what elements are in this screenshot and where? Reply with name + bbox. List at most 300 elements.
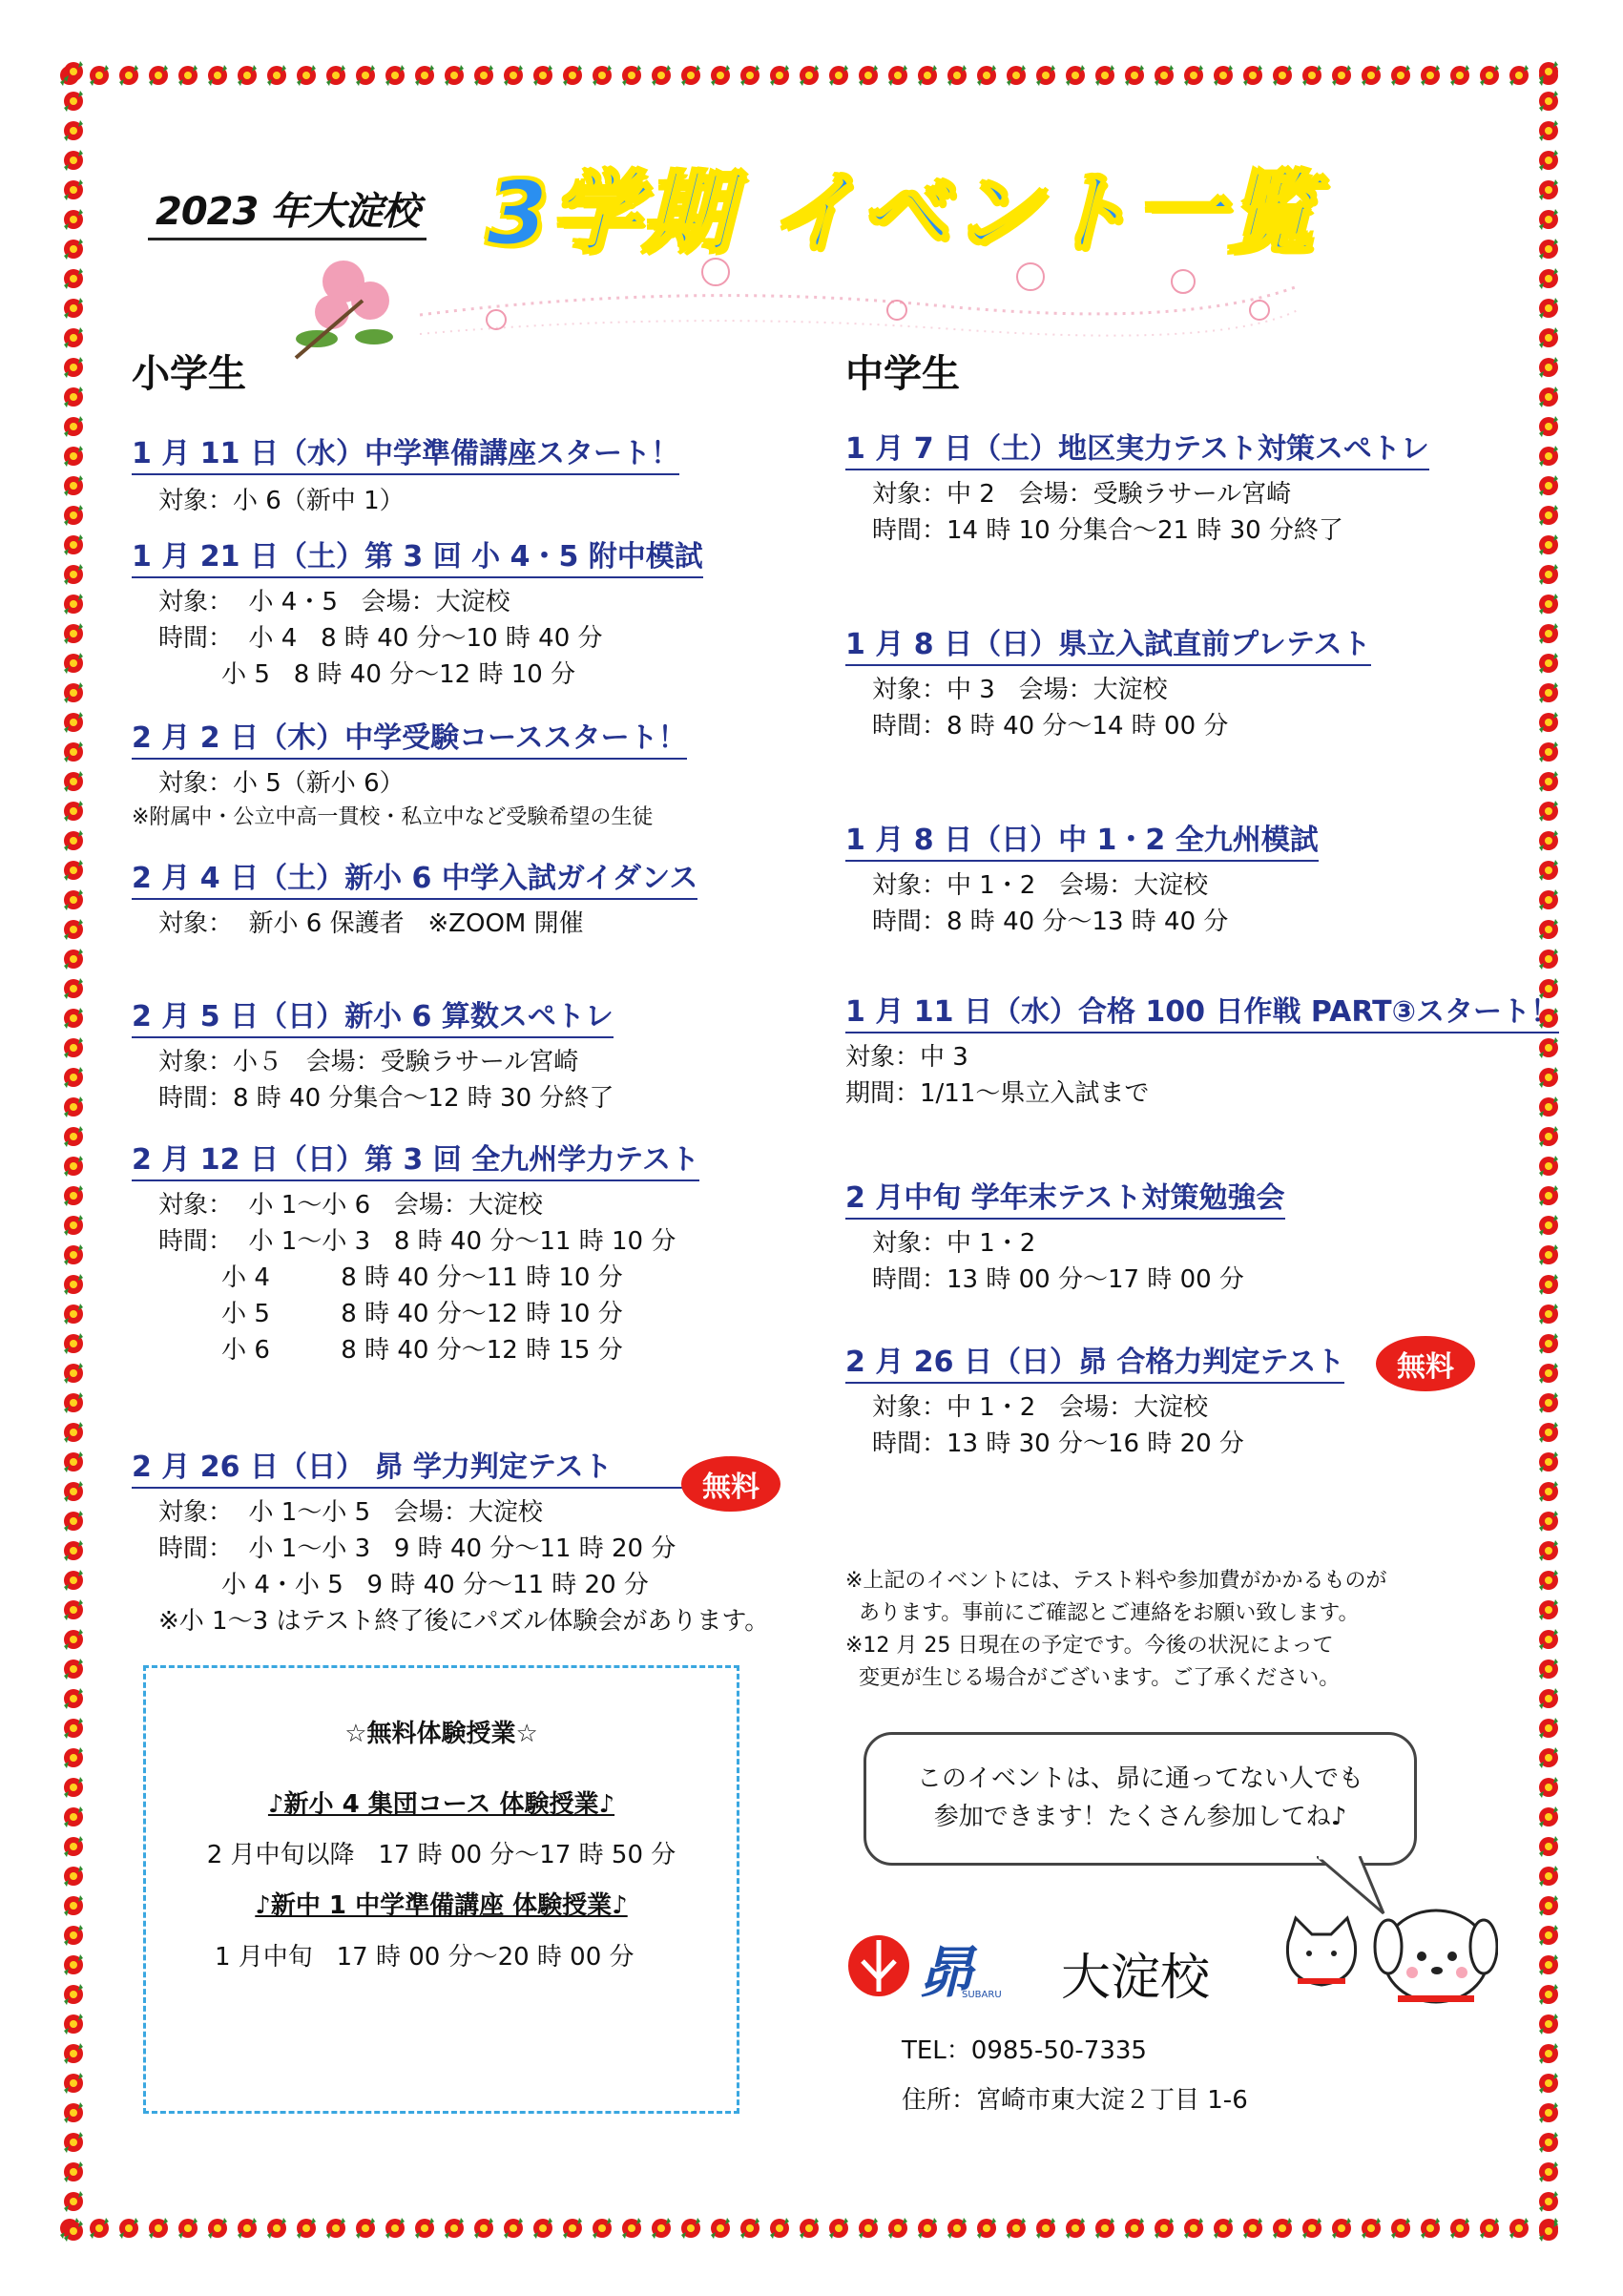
border-flower-icon xyxy=(1536,1124,1561,1149)
border-flower-icon xyxy=(61,592,86,616)
border-flower-icon xyxy=(323,2216,348,2241)
event-title: 2 月 26 日（日） 昴 学力判定テスト xyxy=(132,1443,769,1489)
subaru-logo-icon xyxy=(845,1932,912,1999)
border-flower-icon xyxy=(235,2216,260,2241)
border-flower-icon xyxy=(1536,858,1561,883)
border-flower-icon xyxy=(264,2216,289,2241)
border-flower-icon xyxy=(974,63,999,88)
trial-course-time: 1 月中旬 17 時 00 分〜20 時 00 分 xyxy=(215,1943,635,1972)
border-flower-icon xyxy=(1536,2012,1561,2036)
border-flower-icon xyxy=(61,177,86,202)
border-flower-icon xyxy=(1536,1213,1561,1238)
free-trial-box xyxy=(143,1665,739,2114)
border-flower-icon xyxy=(176,63,200,88)
event-detail: 対象：小 6（新中 1） xyxy=(158,487,405,515)
border-flower-icon xyxy=(1152,2216,1176,2241)
school-year-label: 2023 年大淀校 xyxy=(148,181,427,240)
border-flower-icon xyxy=(1536,2219,1561,2244)
border-flower-icon xyxy=(1388,63,1413,88)
border-flower-icon xyxy=(1004,63,1029,88)
border-flower-icon xyxy=(974,2216,999,2241)
event-item xyxy=(132,714,687,834)
event-title: 1 月 21 日（土）第 3 回 小 4・5 附中模試 xyxy=(132,532,703,578)
event-detail: 時間：8 時 40 分集合〜12 時 30 分終了 xyxy=(158,1084,614,1113)
border-flower-icon xyxy=(1536,237,1561,261)
border-flower-icon xyxy=(61,1124,86,1149)
event-detail: 期間：1/11〜県立入試まで xyxy=(845,1079,1150,1108)
border-flower-icon xyxy=(61,887,86,912)
border-flower-icon xyxy=(61,1065,86,1090)
tel-text: TEL：0985-50-7335 xyxy=(902,2036,1147,2065)
border-flower-icon xyxy=(649,2216,674,2241)
border-flower-icon xyxy=(945,2216,969,2241)
border-flower-icon xyxy=(1300,63,1324,88)
border-flower-icon xyxy=(501,63,526,88)
border-flower-icon xyxy=(1536,2071,1561,2096)
border-flower-icon xyxy=(61,1893,86,1918)
border-flower-icon xyxy=(767,63,792,88)
border-flower-icon xyxy=(61,2012,86,2036)
note-line: 変更が生じる場合がございます。ご了承ください。 xyxy=(845,1666,1341,1690)
border-flower-icon xyxy=(294,63,319,88)
border-flower-icon xyxy=(1536,2041,1561,2066)
border-flower-icon xyxy=(61,1213,86,1238)
event-title: 2 月 12 日（日）第 3 回 全九州学力テスト xyxy=(132,1136,699,1181)
event-item xyxy=(132,429,679,519)
event-item xyxy=(845,425,1429,549)
event-item xyxy=(845,816,1319,940)
border-flower-icon xyxy=(61,1627,86,1652)
border-flower-icon xyxy=(61,621,86,646)
border-flower-icon xyxy=(61,2041,86,2066)
border-flower-icon xyxy=(61,680,86,705)
border-flower-icon xyxy=(708,2216,733,2241)
border-flower-icon xyxy=(61,1657,86,1681)
border-flower-icon xyxy=(61,1450,86,1474)
border-flower-icon xyxy=(61,2100,86,2125)
border-flower-icon xyxy=(531,2216,555,2241)
border-flower-icon xyxy=(885,63,910,88)
border-flower-icon xyxy=(1300,2216,1324,2241)
border-flower-icon xyxy=(61,503,86,528)
border-flower-icon xyxy=(1092,2216,1117,2241)
border-flower-icon xyxy=(1181,63,1206,88)
border-flower-icon xyxy=(61,2130,86,2155)
border-flower-icon xyxy=(1507,63,1531,88)
border-flower-icon xyxy=(1536,1952,1561,1977)
event-detail: 時間：13 時 30 分〜16 時 20 分 xyxy=(872,1430,1244,1458)
flower-border-left xyxy=(57,59,90,2244)
border-flower-icon xyxy=(1536,828,1561,853)
border-flower-icon xyxy=(1536,1568,1561,1593)
border-flower-icon xyxy=(61,355,86,380)
border-flower-icon xyxy=(1063,63,1088,88)
border-flower-icon xyxy=(61,1568,86,1593)
border-flower-icon xyxy=(1418,2216,1443,2241)
border-flower-icon xyxy=(619,63,644,88)
border-flower-icon xyxy=(383,2216,407,2241)
border-flower-icon xyxy=(61,532,86,557)
event-detail: 対象： 小 1〜小 6 会場：大淀校 xyxy=(158,1191,543,1220)
event-detail: 小 4・小 5 9 時 40 分〜11 時 20 分 xyxy=(158,1571,649,1599)
event-title: 1 月 8 日（日）中 1・2 全九州模試 xyxy=(845,816,1319,862)
page-title: 3学期 イベント一覧 xyxy=(487,162,1320,264)
border-flower-icon xyxy=(294,2216,319,2241)
border-flower-icon xyxy=(1536,1716,1561,1741)
border-flower-icon xyxy=(61,1805,86,1829)
border-flower-icon xyxy=(1536,947,1561,971)
border-flower-icon xyxy=(442,63,467,88)
border-flower-icon xyxy=(1536,2130,1561,2155)
border-flower-icon xyxy=(61,858,86,883)
border-flower-icon xyxy=(1536,473,1561,498)
border-flower-icon xyxy=(353,63,378,88)
border-flower-icon xyxy=(1536,59,1561,84)
border-flower-icon xyxy=(1536,2100,1561,2125)
border-flower-icon xyxy=(826,63,851,88)
mascot-cat-dog-icon xyxy=(1279,1904,1498,2018)
border-flower-icon xyxy=(61,1538,86,1563)
border-flower-icon xyxy=(1536,1272,1561,1297)
border-flower-icon xyxy=(797,63,822,88)
border-flower-icon xyxy=(1536,740,1561,764)
border-flower-icon xyxy=(61,325,86,350)
border-flower-icon xyxy=(323,63,348,88)
border-flower-icon xyxy=(61,1331,86,1356)
border-flower-icon xyxy=(1211,2216,1236,2241)
event-item xyxy=(845,620,1371,744)
event-detail: 対象：小 5（新小 6） xyxy=(158,769,405,798)
border-flower-icon xyxy=(61,1952,86,1977)
border-flower-icon xyxy=(1536,266,1561,291)
event-note: ※附属中・公立中高一貫校・私立中など受験希望の生徒 xyxy=(132,805,654,829)
event-item xyxy=(132,532,703,693)
border-flower-icon xyxy=(1536,1745,1561,1770)
border-flower-icon xyxy=(1536,651,1561,676)
border-flower-icon xyxy=(1211,63,1236,88)
border-flower-icon xyxy=(61,976,86,1001)
border-flower-icon xyxy=(1536,325,1561,350)
event-detail: 対象： 小 1〜小 5 会場：大淀校 xyxy=(158,1498,543,1527)
border-flower-icon xyxy=(1536,621,1561,646)
event-item xyxy=(132,1443,769,1639)
border-flower-icon xyxy=(1536,1775,1561,1800)
event-detail: 小 4 8 時 40 分〜11 時 10 分 xyxy=(158,1263,623,1292)
border-flower-icon xyxy=(619,2216,644,2241)
border-flower-icon xyxy=(1536,1657,1561,1681)
border-flower-icon xyxy=(1536,414,1561,439)
event-detail: 小 5 8 時 40 分〜12 時 10 分 xyxy=(158,660,576,689)
border-flower-icon xyxy=(1536,1893,1561,1918)
event-item xyxy=(845,988,1559,1112)
event-detail: 対象：中 2 会場：受験ラサール宮崎 xyxy=(872,480,1292,509)
border-flower-icon xyxy=(1033,63,1058,88)
border-flower-icon xyxy=(1240,2216,1265,2241)
note-line: あります。事前にご確認とご連絡をお願い致します。 xyxy=(845,1601,1360,1625)
border-flower-icon xyxy=(1536,532,1561,557)
border-flower-icon xyxy=(61,2219,86,2244)
free-trial-heading: ☆無料体験授業☆ xyxy=(344,1720,538,1748)
border-flower-icon xyxy=(1240,63,1265,88)
event-detail: 時間： 小 1〜小 3 8 時 40 分〜11 時 10 分 xyxy=(158,1227,676,1256)
border-flower-icon xyxy=(1536,1183,1561,1208)
border-flower-icon xyxy=(738,63,762,88)
junior-high-heading: 中学生 xyxy=(845,352,960,396)
border-flower-icon xyxy=(61,740,86,764)
event-detail: 時間：14 時 10 分集合〜21 時 30 分終了 xyxy=(872,516,1343,545)
border-flower-icon xyxy=(1536,89,1561,114)
border-flower-icon xyxy=(1536,2189,1561,2214)
border-flower-icon xyxy=(1536,1982,1561,2007)
border-flower-icon xyxy=(61,89,86,114)
border-flower-icon xyxy=(678,2216,703,2241)
event-title: 2 月 5 日（日）新小 6 算数スペトレ xyxy=(132,992,614,1038)
border-flower-icon xyxy=(767,2216,792,2241)
event-detail: 時間：8 時 40 分〜13 時 40 分 xyxy=(872,908,1229,936)
border-flower-icon xyxy=(1181,2216,1206,2241)
border-flower-icon xyxy=(61,1834,86,1859)
border-flower-icon xyxy=(1536,118,1561,143)
border-flower-icon xyxy=(708,63,733,88)
border-flower-icon xyxy=(1536,1331,1561,1356)
event-title: 2 月 4 日（土）新小 6 中学入試ガイダンス xyxy=(132,854,697,900)
event-detail: 時間： 小 4 8 時 40 分〜10 時 40 分 xyxy=(158,624,603,653)
sakura-decoration-icon xyxy=(286,243,1317,367)
border-flower-icon xyxy=(61,2071,86,2096)
border-flower-icon xyxy=(1033,2216,1058,2241)
event-detail: 時間： 小 1〜小 3 9 時 40 分〜11 時 20 分 xyxy=(158,1534,676,1563)
notes xyxy=(845,1565,1387,1695)
border-flower-icon xyxy=(590,2216,614,2241)
event-detail: ※小 1〜3 はテスト終了後にパズル体験会があります。 xyxy=(158,1607,770,1636)
event-detail: 時間：13 時 00 分〜17 時 00 分 xyxy=(872,1265,1244,1294)
border-flower-icon xyxy=(1536,444,1561,469)
border-flower-icon xyxy=(856,63,881,88)
border-flower-icon xyxy=(531,63,555,88)
border-flower-icon xyxy=(1536,385,1561,409)
border-flower-icon xyxy=(1122,63,1147,88)
border-flower-icon xyxy=(1477,63,1502,88)
border-flower-icon xyxy=(176,2216,200,2241)
subaru-logo-text: 昴 xyxy=(918,1940,974,2005)
subaru-logo-subtext: SUBARU xyxy=(962,1990,1002,2000)
border-flower-icon xyxy=(1536,887,1561,912)
note-line: ※12 月 25 日現在の予定です。今後の状況によって xyxy=(845,1634,1334,1658)
border-flower-icon xyxy=(412,63,437,88)
event-detail: 対象：小５ 会場：受験ラサール宮崎 xyxy=(158,1048,579,1076)
border-flower-icon xyxy=(61,1745,86,1770)
border-flower-icon xyxy=(61,1509,86,1534)
event-detail: 対象：中 3 xyxy=(845,1043,968,1072)
border-flower-icon xyxy=(1536,562,1561,587)
event-detail: 対象：中 1・2 xyxy=(872,1229,1036,1258)
border-flower-icon xyxy=(1536,1834,1561,1859)
border-flower-icon xyxy=(412,2216,437,2241)
bubble-text: このイベントは、昴に通ってない人でも xyxy=(916,1764,1363,1793)
event-detail: 小 6 8 時 40 分〜12 時 15 分 xyxy=(158,1336,623,1365)
border-flower-icon xyxy=(116,63,141,88)
border-flower-icon xyxy=(61,296,86,321)
event-item xyxy=(132,854,697,942)
border-flower-icon xyxy=(1536,2160,1561,2184)
border-flower-icon xyxy=(1063,2216,1088,2241)
note-line: ※上記のイベントには、テスト料や参加費がかかるものが xyxy=(845,1569,1387,1593)
border-flower-icon xyxy=(61,1982,86,2007)
border-flower-icon xyxy=(826,2216,851,2241)
flower-border-top xyxy=(57,59,1565,92)
border-flower-icon xyxy=(61,1923,86,1948)
event-item xyxy=(132,992,614,1117)
border-flower-icon xyxy=(1536,148,1561,173)
border-flower-icon xyxy=(61,562,86,587)
border-flower-icon xyxy=(1536,1805,1561,1829)
border-flower-icon xyxy=(471,63,496,88)
border-flower-icon xyxy=(1536,1420,1561,1445)
event-detail: 対象：中 3 会場：大淀校 xyxy=(872,676,1168,704)
border-flower-icon xyxy=(1536,296,1561,321)
border-flower-icon xyxy=(1536,1686,1561,1711)
border-flower-icon xyxy=(560,63,585,88)
trial-course-title: ♪新小 4 集団コース 体験授業♪ xyxy=(267,1790,615,1819)
border-flower-icon xyxy=(1270,2216,1295,2241)
border-flower-icon xyxy=(61,2189,86,2214)
border-flower-icon xyxy=(61,1095,86,1119)
border-flower-icon xyxy=(61,828,86,853)
border-flower-icon xyxy=(61,1775,86,1800)
border-flower-icon xyxy=(61,237,86,261)
event-item xyxy=(845,1338,1344,1462)
border-flower-icon xyxy=(1359,2216,1384,2241)
border-flower-icon xyxy=(1536,769,1561,794)
border-flower-icon xyxy=(61,947,86,971)
border-flower-icon xyxy=(146,63,171,88)
border-flower-icon xyxy=(383,63,407,88)
border-flower-icon xyxy=(1536,1361,1561,1386)
border-flower-icon xyxy=(1536,1864,1561,1889)
border-flower-icon xyxy=(61,1242,86,1267)
border-flower-icon xyxy=(856,2216,881,2241)
border-flower-icon xyxy=(61,710,86,735)
border-flower-icon xyxy=(1536,1450,1561,1474)
border-flower-icon xyxy=(61,1035,86,1060)
border-flower-icon xyxy=(885,2216,910,2241)
event-title: 1 月 11 日（水）中学準備講座スタート！ xyxy=(132,429,679,475)
event-title: 2 月 2 日（木）中学受験コーススタート！ xyxy=(132,714,687,760)
border-flower-icon xyxy=(61,1597,86,1622)
border-flower-icon xyxy=(1536,1923,1561,1948)
border-flower-icon xyxy=(590,63,614,88)
border-flower-icon xyxy=(116,2216,141,2241)
event-title: 2 月中旬 学年末テスト対策勉強会 xyxy=(845,1174,1285,1220)
border-flower-icon xyxy=(87,2216,112,2241)
border-flower-icon xyxy=(797,2216,822,2241)
border-flower-icon xyxy=(61,385,86,409)
border-flower-icon xyxy=(915,63,940,88)
border-flower-icon xyxy=(61,444,86,469)
border-flower-icon xyxy=(61,651,86,676)
border-flower-icon xyxy=(1536,1479,1561,1504)
elementary-heading: 小学生 xyxy=(132,352,246,396)
border-flower-icon xyxy=(1536,1627,1561,1652)
border-flower-icon xyxy=(61,1686,86,1711)
school-name: 大淀校 xyxy=(1061,1950,1211,2007)
border-flower-icon xyxy=(1536,1509,1561,1534)
free-badge: 無料 xyxy=(1376,1336,1475,1391)
event-title: 1 月 11 日（水）合格 100 日作戦 PART③スタート！ xyxy=(845,988,1559,1033)
border-flower-icon xyxy=(1536,917,1561,942)
border-flower-icon xyxy=(678,63,703,88)
border-flower-icon xyxy=(1152,63,1176,88)
border-flower-icon xyxy=(61,148,86,173)
border-flower-icon xyxy=(205,63,230,88)
free-badge: 無料 xyxy=(681,1456,780,1512)
event-detail: 対象：中 1・2 会場：大淀校 xyxy=(872,1393,1209,1422)
border-flower-icon xyxy=(945,63,969,88)
border-flower-icon xyxy=(1536,177,1561,202)
border-flower-icon xyxy=(501,2216,526,2241)
speech-bubble xyxy=(864,1732,1417,1866)
border-flower-icon xyxy=(61,2160,86,2184)
border-flower-icon xyxy=(1122,2216,1147,2241)
event-item xyxy=(845,1174,1285,1298)
border-flower-icon xyxy=(353,2216,378,2241)
border-flower-icon xyxy=(1536,592,1561,616)
event-detail: 時間：8 時 40 分〜14 時 00 分 xyxy=(872,712,1229,741)
border-flower-icon xyxy=(1536,355,1561,380)
border-flower-icon xyxy=(560,2216,585,2241)
border-flower-icon xyxy=(61,1390,86,1415)
border-flower-icon xyxy=(738,2216,762,2241)
event-detail: 対象： 小 4・5 会場：大淀校 xyxy=(158,588,510,616)
border-flower-icon xyxy=(61,1420,86,1445)
border-flower-icon xyxy=(1536,799,1561,824)
border-flower-icon xyxy=(235,63,260,88)
border-flower-icon xyxy=(61,1361,86,1386)
border-flower-icon xyxy=(61,118,86,143)
border-flower-icon xyxy=(146,2216,171,2241)
border-flower-icon xyxy=(1329,63,1354,88)
event-item xyxy=(132,1136,699,1368)
border-flower-icon xyxy=(61,1183,86,1208)
border-flower-icon xyxy=(1536,1154,1561,1179)
border-flower-icon xyxy=(205,2216,230,2241)
address-text: 住所：宮崎市東大淀２丁目 1-6 xyxy=(902,2086,1248,2115)
border-flower-icon xyxy=(61,1272,86,1297)
border-flower-icon xyxy=(61,1479,86,1504)
trial-course-title: ♪新中 1 中学準備講座 体験授業♪ xyxy=(255,1891,628,1920)
border-flower-icon xyxy=(1447,63,1472,88)
border-flower-icon xyxy=(1507,2216,1531,2241)
border-flower-icon xyxy=(61,1154,86,1179)
border-flower-icon xyxy=(1536,1390,1561,1415)
border-flower-icon xyxy=(1536,1597,1561,1622)
border-flower-icon xyxy=(61,207,86,232)
border-flower-icon xyxy=(1092,63,1117,88)
border-flower-icon xyxy=(61,799,86,824)
flower-border-right xyxy=(1532,59,1565,2244)
border-flower-icon xyxy=(61,1006,86,1031)
border-flower-icon xyxy=(1388,2216,1413,2241)
border-flower-icon xyxy=(1536,207,1561,232)
border-flower-icon xyxy=(61,266,86,291)
border-flower-icon xyxy=(264,63,289,88)
event-detail: 小 5 8 時 40 分〜12 時 10 分 xyxy=(158,1300,623,1328)
border-flower-icon xyxy=(61,59,86,84)
border-flower-icon xyxy=(1418,63,1443,88)
border-flower-icon xyxy=(1536,1302,1561,1326)
border-flower-icon xyxy=(1536,710,1561,735)
border-flower-icon xyxy=(1447,2216,1472,2241)
